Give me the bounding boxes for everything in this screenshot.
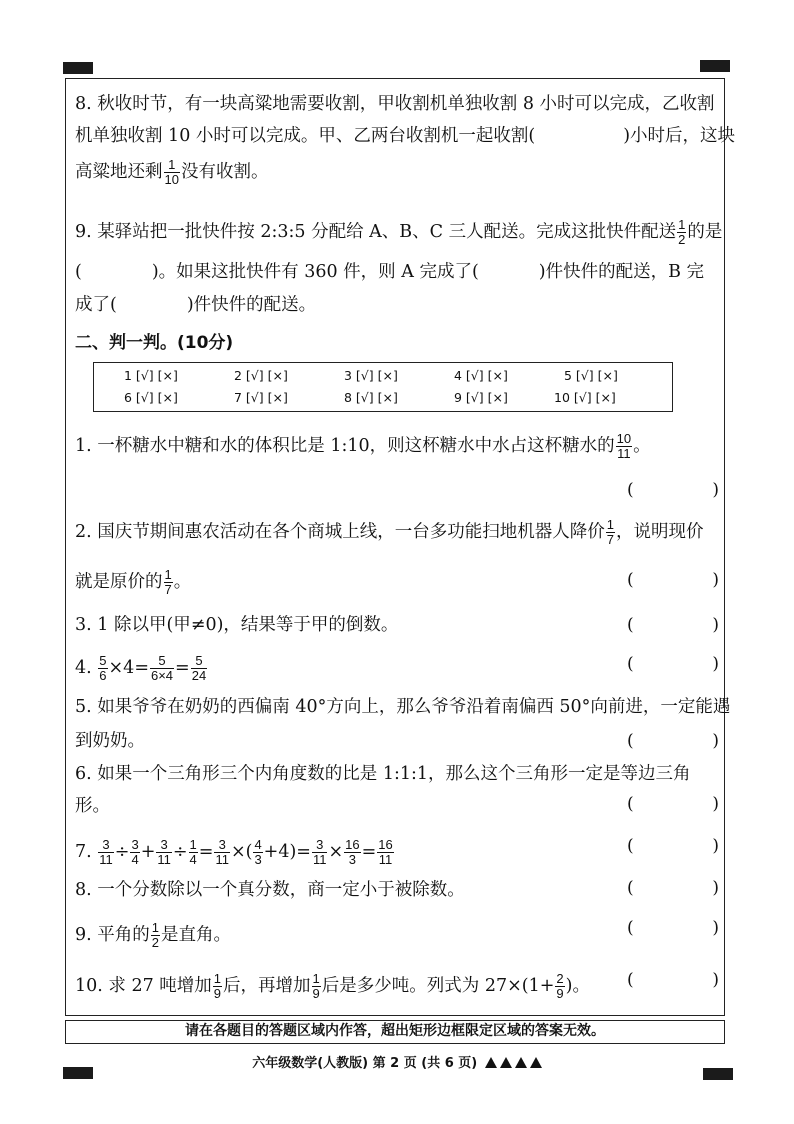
judge-question-9: [75, 921, 720, 950]
section-title: 二、判一判。(10分): [75, 333, 234, 353]
operator: ×: [328, 842, 344, 862]
operator: ×(: [230, 842, 253, 862]
question-text: 10. 求 27 吨增加: [75, 976, 212, 996]
corner-marker: [63, 62, 93, 74]
fraction: $\frac{1}{4}$: [189, 837, 197, 867]
question-text: (: [75, 262, 82, 282]
operator: =: [175, 658, 190, 678]
operator: ÷: [172, 842, 188, 862]
question-text: )件快件的配送，B 完: [538, 262, 705, 282]
question-label: 4.: [75, 658, 92, 678]
question-text: 成了(: [75, 295, 117, 315]
fraction: $\frac{1}{10}$: [164, 157, 179, 187]
notice-text: 请在各题目的答题区域内作答，超出矩形边框限定区域的答案无效。: [185, 1023, 605, 1039]
judge-question-4: [75, 654, 720, 683]
fraction: $\frac{1}{9}$: [312, 971, 320, 1001]
question-text: 后，再增加: [223, 976, 311, 996]
answer-option[interactable]: 8 [√] [×]: [344, 390, 398, 405]
question-label: 7.: [75, 842, 92, 862]
fraction: $\frac{5}{24}$: [191, 653, 207, 683]
operator: +: [140, 842, 156, 862]
fraction: $\frac{3}{11}$: [215, 837, 229, 867]
answer-option[interactable]: 10 [√] [×]: [554, 390, 616, 405]
answer-option[interactable]: 9 [√] [×]: [454, 390, 508, 405]
question-text: 是直角。: [161, 925, 231, 945]
fraction: $\frac{4}{3}$: [254, 837, 262, 867]
operator: +4)=: [263, 842, 311, 862]
question-text: 6. 如果一个三角形三个内角度数的比是 1:1:1，那么这个三角形一定是等边三角: [75, 764, 691, 784]
question-text: 机单独收割 10 小时可以完成。甲、乙两台收割机一起收割(: [75, 126, 536, 146]
question-text: 3. 1 除以甲(甲≠0)，结果等于甲的倒数。: [75, 615, 399, 635]
judge-question-6: [75, 764, 720, 784]
judge-question-2: [75, 518, 720, 547]
answer-option[interactable]: 7 [√] [×]: [234, 390, 288, 405]
question-text: )。如果这批快件有 360 件，则 A 完成了(: [151, 262, 479, 282]
question-text: 后是多少吨。列式为 27×(1+: [321, 976, 555, 996]
fraction: $\frac{3}{11}$: [99, 837, 113, 867]
page-footer: [0, 1052, 794, 1071]
fraction: $\frac{1}{7}$: [164, 567, 172, 597]
question-text: 高粱地还剩: [75, 162, 163, 182]
question-text: 没有收割。: [180, 162, 269, 182]
question-text: 8. 一个分数除以一个真分数，商一定小于被除数。: [75, 880, 465, 900]
fill-question-9: [75, 217, 723, 247]
operator: =: [198, 842, 214, 862]
judge-question-10: [75, 972, 720, 1001]
answer-box-row: [94, 366, 672, 386]
fraction: $\frac{3}{11}$: [312, 837, 327, 867]
judge-question-2-line2: [75, 568, 720, 597]
fraction: $\frac{5}{6}$: [99, 653, 107, 683]
question-text: 2. 国庆节期间惠农活动在各个商城上线，一台多功能扫地机器人降价: [75, 522, 605, 542]
triangle-icon: [515, 1057, 527, 1068]
notice-bar: [65, 1020, 725, 1044]
judge-question-6-line2: [75, 796, 720, 816]
question-text: 。: [633, 436, 651, 456]
operator: ×4=: [108, 658, 149, 678]
judge-question-8: [75, 880, 720, 900]
question-text: 5. 如果爷爷在奶奶的西偏南 40°方向上，那么爷爷沿着南偏西 50°向前进，一定能遇: [75, 697, 731, 717]
answer-option[interactable]: 2 [√] [×]: [234, 368, 288, 383]
judge-question-7: [75, 838, 720, 867]
question-text: 1. 一杯糖水中糖和水的体积比是 1:10，则这杯糖水中水占这杯糖水的: [75, 436, 615, 456]
question-text: )件快件的配送。: [186, 295, 317, 315]
answer-option[interactable]: 3 [√] [×]: [344, 368, 398, 383]
triangle-icon: [485, 1057, 497, 1068]
fill-question-8: [75, 94, 720, 114]
fraction: $\frac{16}{3}$: [345, 837, 360, 867]
question-text: 8. 秋收时节，有一块高粱地需要收割，甲收割机单独收割 8 小时可以完成，乙收割: [75, 94, 715, 114]
answer-box-row: [94, 388, 672, 408]
judge-question-5: [75, 697, 731, 717]
question-text: )小时后，这块: [623, 126, 736, 146]
triangle-icon: [530, 1057, 542, 1068]
question-text: 9. 平角的: [75, 925, 150, 945]
question-text: 。: [173, 572, 192, 592]
question-text: 9. 某驿站把一批快件按 2:3:5 分配给 A、B、C 三人配送。完成这批快件配送: [75, 222, 677, 242]
question-text: 的是: [687, 222, 723, 242]
corner-marker: [700, 60, 730, 72]
fraction: $\frac{10}{11}$: [616, 431, 632, 461]
question-text: 到奶奶。: [75, 731, 145, 751]
fraction: $\frac{5}{6\times 4}$: [150, 653, 174, 683]
fraction: $\frac{1}{7}$: [606, 517, 614, 547]
question-text: 形。: [75, 796, 110, 816]
question-text: 就是原价的: [75, 572, 163, 592]
fraction: $\frac{1}{2}$: [151, 920, 159, 950]
fraction: $\frac{3}{4}$: [131, 837, 139, 867]
answer-option[interactable]: 6 [√] [×]: [124, 390, 178, 405]
fill-question-9-line3: [75, 295, 720, 315]
footer-text: 六年级数学(人教版) 第 2 页 (共 6 页): [252, 1056, 478, 1071]
judge-answer-box: [93, 362, 673, 412]
question-text: ，说明现价: [616, 522, 704, 542]
question-text: )。: [565, 976, 590, 996]
judge-question-5-line2: [75, 731, 720, 751]
judge-question-3: [75, 615, 720, 635]
operator: =: [361, 842, 377, 862]
fill-question-8-line2: [75, 126, 736, 146]
answer-option[interactable]: 5 [√] [×]: [564, 368, 618, 383]
triangle-icon: [500, 1057, 512, 1068]
answer-option[interactable]: 1 [√] [×]: [124, 368, 178, 383]
fill-question-8-line3: [75, 158, 720, 187]
fraction: $\frac{3}{11}$: [157, 837, 171, 867]
fill-question-9-line2: [75, 262, 720, 282]
fraction: $\frac{16}{11}$: [378, 837, 393, 867]
answer-option[interactable]: 4 [√] [×]: [454, 368, 508, 383]
fraction: $\frac{1}{9}$: [213, 971, 222, 1001]
fraction: $\frac{2}{9}$: [556, 971, 564, 1001]
judge-question-1: [75, 432, 720, 461]
operator: ÷: [114, 842, 130, 862]
fraction: $\frac{1}{2}$: [678, 217, 686, 247]
